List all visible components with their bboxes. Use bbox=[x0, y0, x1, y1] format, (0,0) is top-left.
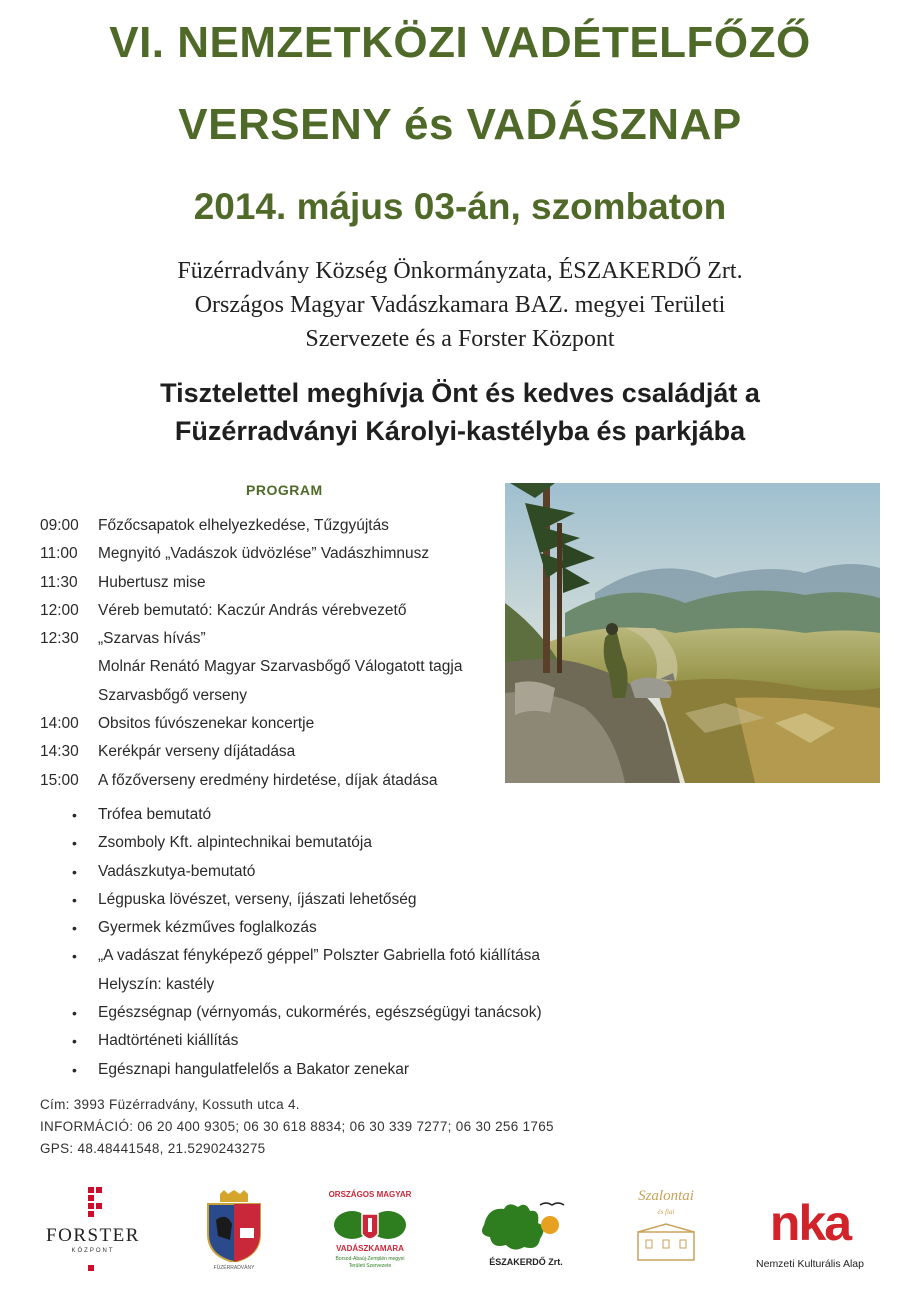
activity-text: Zsomboly Kft. alpintechnikai bemutatója bbox=[98, 834, 372, 852]
schedule-row bbox=[40, 512, 510, 540]
schedule-row bbox=[40, 653, 510, 681]
invitation bbox=[0, 374, 920, 450]
contact-phone: INFORMÁCIÓ: 06 20 400 9305; 06 30 618 8834; 06 30 339 7277; 06 30 256 1765 bbox=[40, 1119, 554, 1134]
list-item bbox=[72, 886, 692, 914]
szalontai-logo bbox=[628, 1188, 704, 1273]
list-item bbox=[72, 999, 692, 1027]
activity-text: Egészségnap (vérnyomás, cukormérés, egészségügyi tanácsok) bbox=[98, 1004, 542, 1022]
schedule-event: Obsitos fúvószenekar koncertje bbox=[98, 715, 315, 733]
eszakerdo-logo bbox=[478, 1195, 574, 1275]
organizers bbox=[0, 254, 920, 356]
list-item bbox=[72, 914, 692, 942]
schedule-row bbox=[40, 540, 510, 568]
list-item bbox=[72, 801, 692, 829]
bullet-icon bbox=[72, 971, 98, 999]
schedule-event: Szarvasbőgő verseny bbox=[98, 686, 248, 704]
schedule-time: 11:00 bbox=[40, 545, 78, 563]
organizers-line: Füzérradvány Község Önkormányzata, ÉSZAKERDŐ Zrt. bbox=[177, 258, 743, 284]
invitation-line: Tisztelettel meghívja Önt és kedves családját a bbox=[160, 378, 760, 408]
activity-text: Egésznapi hangulatfelelős a Bakator zenekar bbox=[98, 1060, 410, 1078]
organizers-line: Szervezete és a Forster Központ bbox=[305, 326, 615, 352]
eszakerdo-name: ÉSZAKERDŐ Zrt. bbox=[489, 1257, 563, 1267]
program-heading: PROGRAM bbox=[246, 482, 323, 498]
forster-logo bbox=[38, 1185, 148, 1277]
nka-name: Nemzeti Kulturális Alap bbox=[756, 1258, 864, 1270]
bullet-icon: • bbox=[72, 835, 77, 852]
bullet-icon: • bbox=[72, 1033, 77, 1050]
bullet-icon: • bbox=[72, 891, 77, 908]
schedule-time: 09:00 bbox=[40, 517, 79, 534]
schedule-time bbox=[40, 653, 98, 681]
contact-info bbox=[40, 1094, 554, 1160]
event-title-line2: VERSENY és VADÁSZNAP bbox=[178, 100, 742, 149]
coat-of-arms-icon bbox=[202, 1190, 266, 1262]
schedule-time: 14:30 bbox=[40, 743, 79, 761]
event-title-line1: VI. NEMZETKÖZI VADÉTELFŐZŐ bbox=[109, 18, 811, 67]
bullet-icon: • bbox=[72, 863, 77, 880]
bullet-icon: • bbox=[72, 920, 77, 937]
omvk-top-text: ORSZÁGOS MAGYAR bbox=[328, 1190, 412, 1199]
activity-text: Vadászkutya-bemutató bbox=[98, 862, 256, 880]
omvk-caption: Területi Szervezete bbox=[348, 1263, 392, 1269]
bullet-icon: • bbox=[72, 807, 77, 823]
omvk-logo bbox=[322, 1180, 418, 1280]
list-item bbox=[72, 858, 692, 886]
schedule-event: Főzőcsapatok elhelyezkedése, Tűzgyújtás bbox=[98, 517, 389, 534]
schedule-event: Hubertusz mise bbox=[98, 573, 206, 591]
schedule-event: Megnyitó „Vadászok üdvözlése” Vadászhimnusz bbox=[98, 545, 430, 563]
schedule-time: 11:30 bbox=[40, 573, 78, 591]
contact-gps: GPS: 48.48441548, 21.5290243275 bbox=[40, 1141, 266, 1156]
activity-text: Trófea bemutató bbox=[98, 806, 212, 823]
szalontai-name: Szalontai bbox=[638, 1188, 694, 1204]
activity-text: Légpuska lövészet, verseny, íjászati lehetőség bbox=[98, 890, 417, 908]
schedule-row bbox=[40, 710, 510, 738]
invitation-line: Füzérradványi Károlyi-kastélyba és parkjába bbox=[174, 416, 746, 446]
schedule-time: 14:00 bbox=[40, 715, 79, 733]
bullet-icon: • bbox=[72, 1061, 77, 1078]
activities-list bbox=[72, 801, 692, 1084]
activity-text: Helyszín: kastély bbox=[98, 975, 215, 993]
schedule-time bbox=[40, 682, 98, 710]
schedule-row bbox=[40, 625, 510, 653]
activity-text: „A vadászat fényképező géppel” Polszter Gabriella fotó kiállítása bbox=[98, 947, 540, 965]
schedule-event: „Szarvas hívás” bbox=[98, 630, 206, 648]
list-item bbox=[72, 829, 692, 857]
activity-text: Hadtörténeti kiállítás bbox=[98, 1032, 239, 1050]
omvk-bottom-text: VADÁSZKAMARA bbox=[336, 1244, 404, 1253]
schedule-time: 12:00 bbox=[40, 601, 79, 619]
activity-text: Gyermek kézműves foglalkozás bbox=[98, 919, 317, 937]
coat-caption: FÜZÉRRADVÁNY bbox=[213, 1265, 255, 1271]
list-item bbox=[72, 1056, 692, 1084]
nka-logo bbox=[735, 1195, 885, 1280]
bullet-icon: • bbox=[72, 1005, 77, 1022]
building-icon bbox=[636, 1222, 696, 1262]
organizers-line: Országos Magyar Vadászkamara BAZ. megyei Területi bbox=[194, 292, 726, 318]
oak-leaves-icon bbox=[332, 1200, 408, 1250]
omvk-caption: Borsod-Abaúj-Zemplén megyei bbox=[335, 1256, 405, 1262]
coat-of-arms-logo bbox=[202, 1190, 266, 1275]
list-item bbox=[72, 1027, 692, 1055]
schedule-row bbox=[40, 569, 510, 597]
schedule-row bbox=[40, 738, 510, 766]
schedule-event: Véreb bemutató: Kaczúr András vérebvezető bbox=[98, 601, 407, 619]
oak-leaf-icon bbox=[478, 1195, 574, 1253]
bullet-icon: • bbox=[72, 948, 77, 965]
szalontai-sub: és fiai bbox=[657, 1208, 675, 1216]
schedule-event: Molnár Renátó Magyar Szarvasbőgő Válogatott tagja bbox=[98, 658, 463, 676]
list-item bbox=[72, 942, 692, 970]
schedule-row bbox=[40, 767, 510, 795]
hunting-landscape-painting bbox=[505, 483, 880, 783]
schedule-event: A főzőverseny eredmény hirdetése, díjak átadása bbox=[98, 771, 438, 789]
forster-name: FORSTER bbox=[46, 1225, 140, 1246]
list-item bbox=[72, 971, 692, 999]
schedule-row bbox=[40, 597, 510, 625]
schedule-time: 12:30 bbox=[40, 630, 79, 648]
event-date: 2014. május 03-án, szombaton bbox=[193, 186, 727, 227]
program-schedule bbox=[40, 512, 510, 795]
schedule-time: 15:00 bbox=[40, 771, 79, 789]
schedule-row bbox=[40, 682, 510, 710]
forster-sub: KÖZPONT bbox=[71, 1248, 115, 1254]
schedule-event: Kerékpár verseny díjátadása bbox=[98, 743, 296, 761]
nka-mark: nka bbox=[769, 1195, 851, 1251]
contact-address: Cím: 3993 Füzérradvány, Kossuth utca 4. bbox=[40, 1097, 300, 1112]
